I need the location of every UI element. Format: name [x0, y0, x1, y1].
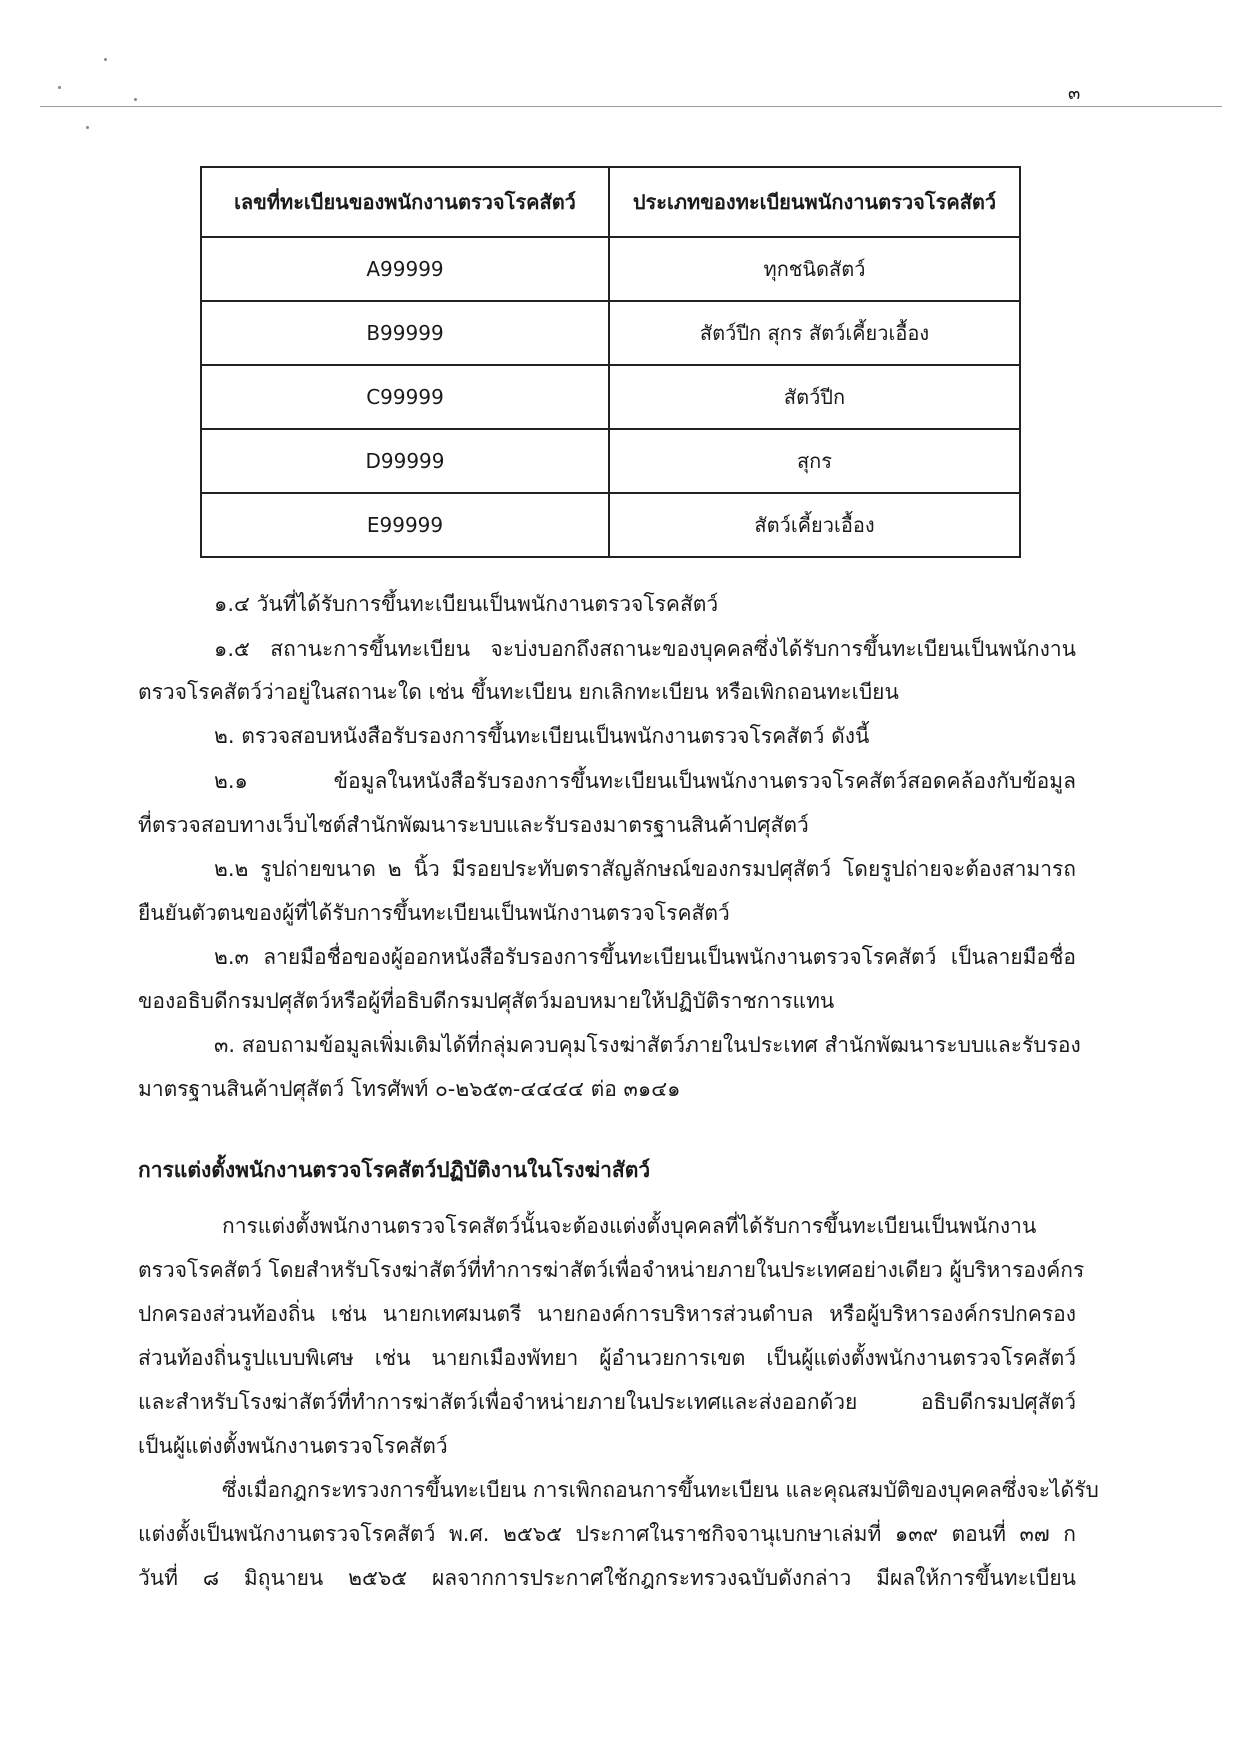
table-row	[201, 301, 1020, 365]
registry-type-cell: สัตว์เคี้ยวเอื้อง	[609, 493, 1020, 557]
table-row	[201, 493, 1020, 557]
registry-type-cell: สัตว์ปีก	[609, 365, 1020, 429]
paragraph-2-2-line-1: ๒.๒ รูปถ่ายขนาด ๒ นิ้ว มีรอยประทับตราสัญลักษณ์ของกรมปศุสัตว์ โดยรูปถ่ายจะต้องสามารถ	[214, 857, 1076, 881]
section-heading: การแต่งตั้งพนักงานตรวจโรคสัตว์ปฏิบัติงานในโรงฆ่าสัตว์	[138, 1158, 651, 1182]
registry-number-cell: E99999	[201, 493, 609, 557]
section-paragraph-2-line: แต่งตั้งเป็นพนักงานตรวจโรคสัตว์ พ.ศ. ๒๕๖๕ ประกาศในราชกิจจานุเบกษาเล่มที่ ๑๓๙ ตอนที่ ๓๗ ก	[138, 1522, 1076, 1546]
section-paragraph-1-line: ตรวจโรคสัตว์ โดยสำหรับโรงฆ่าสัตว์ที่ทำการฆ่าสัตว์เพื่อจำหน่ายภายในประเทศอย่างเดียว ผู้บริหารองค์กร	[138, 1258, 1085, 1282]
table-row	[201, 365, 1020, 429]
paragraph-2-1-line-1: ๒.๑ ข้อมูลในหนังสือรับรองการขึ้นทะเบียนเป็นพนักงานตรวจโรคสัตว์สอดคล้องกับข้อมูล	[214, 769, 1076, 793]
paragraph-1-5-line-1: ๑.๕ สถานะการขึ้นทะเบียน จะบ่งบอกถึงสถานะของบุคคลซึ่งได้รับการขึ้นทะเบียนเป็นพนักงาน	[214, 637, 1076, 661]
registry-number-cell: A99999	[201, 237, 609, 301]
paragraph-2-3-line-1: ๒.๓ ลายมือชื่อของผู้ออกหนังสือรับรองการขึ้นทะเบียนเป็นพนักงานตรวจโรคสัตว์ เป็นลายมือชื่อ	[214, 945, 1076, 969]
section-paragraph-2-line: วันที่ ๘ มิถุนายน ๒๕๖๕ ผลจากการประกาศใช้กฎกระทรวงฉบับดังกล่าว มีผลให้การขึ้นทะเบียน	[138, 1566, 1076, 1590]
table-header-row	[201, 167, 1020, 237]
section-paragraph-1-line: เป็นผู้แต่งตั้งพนักงานตรวจโรคสัตว์	[138, 1434, 448, 1458]
header-registry-number: เลขที่ทะเบียนของพนักงานตรวจโรคสัตว์	[201, 167, 609, 237]
paragraph-2-1-line-2: ที่ตรวจสอบทางเว็บไซต์สำนักพัฒนาระบบและรับรองมาตรฐานสินค้าปศุสัตว์	[138, 813, 809, 837]
registry-number-cell: C99999	[201, 365, 609, 429]
registry-type-cell: ทุกชนิดสัตว์	[609, 237, 1020, 301]
section-paragraph-1-line: การแต่งตั้งพนักงานตรวจโรคสัตว์นั้นจะต้องแต่งตั้งบุคคลที่ได้รับการขึ้นทะเบียนเป็นพนักงาน	[222, 1214, 1037, 1238]
paragraph-1-5-line-2: ตรวจโรคสัตว์ว่าอยู่ในสถานะใด เช่น ขึ้นทะเบียน ยกเลิกทะเบียน หรือเพิกถอนทะเบียน	[138, 680, 899, 704]
table-row	[201, 429, 1020, 493]
scan-artifact	[134, 98, 137, 101]
registry-number-cell: D99999	[201, 429, 609, 493]
header-rule	[40, 106, 1222, 107]
paragraph-2-3-line-2: ของอธิบดีกรมปศุสัตว์หรือผู้ที่อธิบดีกรมปศุสัตว์มอบหมายให้ปฏิบัติราชการแทน	[138, 989, 835, 1013]
page-number: ๓	[1068, 83, 1081, 104]
section-paragraph-2-line: ซึ่งเมื่อกฎกระทรวงการขึ้นทะเบียน การเพิกถอนการขึ้นทะเบียน และคุณสมบัติของบุคคลซึ่งจะได้รับ	[222, 1478, 1099, 1502]
scan-artifact	[104, 58, 107, 61]
paragraph-2-2-line-2: ยืนยันตัวตนของผู้ที่ได้รับการขึ้นทะเบียนเป็นพนักงานตรวจโรคสัตว์	[138, 901, 730, 925]
section-paragraph-1-line: ส่วนท้องถิ่นรูปแบบพิเศษ เช่น นายกเมืองพัทยา ผู้อำนวยการเขต เป็นผู้แต่งตั้งพนักงานตรวจโรคสัตว์	[138, 1346, 1076, 1370]
header-registry-type: ประเภทของทะเบียนพนักงานตรวจโรคสัตว์	[609, 167, 1020, 237]
registry-number-cell: B99999	[201, 301, 609, 365]
paragraph-3-line-1: ๓. สอบถามข้อมูลเพิ่มเติมได้ที่กลุ่มควบคุมโรงฆ่าสัตว์ภายในประเทศ สำนักพัฒนาระบบและรับรอง	[214, 1033, 1081, 1057]
section-paragraph-1-line: ปกครองส่วนท้องถิ่น เช่น นายกเทศมนตรี นายกองค์การบริหารส่วนตำบล หรือผู้บริหารองค์กรปกครอง	[138, 1302, 1076, 1326]
registry-type-cell: สุกร	[609, 429, 1020, 493]
registry-type-cell: สัตว์ปีก สุกร สัตว์เคี้ยวเอื้อง	[609, 301, 1020, 365]
scan-artifact	[58, 86, 61, 89]
table-row	[201, 237, 1020, 301]
paragraph-3-line-2: มาตรฐานสินค้าปศุสัตว์ โทรศัพท์ ๐-๒๖๕๓-๔๔๔๔ ต่อ ๓๑๔๑	[138, 1077, 681, 1101]
paragraph-1-4: ๑.๔ วันที่ได้รับการขึ้นทะเบียนเป็นพนักงานตรวจโรคสัตว์	[214, 592, 719, 616]
section-paragraph-1-line: และสำหรับโรงฆ่าสัตว์ที่ทำการฆ่าสัตว์เพื่อจำหน่ายภายในประเทศและส่งออกด้วย อธิบดีกรมปศุสัตว์	[138, 1390, 1076, 1414]
registry-table	[200, 166, 1021, 558]
paragraph-2: ๒. ตรวจสอบหนังสือรับรองการขึ้นทะเบียนเป็นพนักงานตรวจโรคสัตว์ ดังนี้	[214, 724, 870, 748]
scan-artifact	[86, 126, 89, 129]
